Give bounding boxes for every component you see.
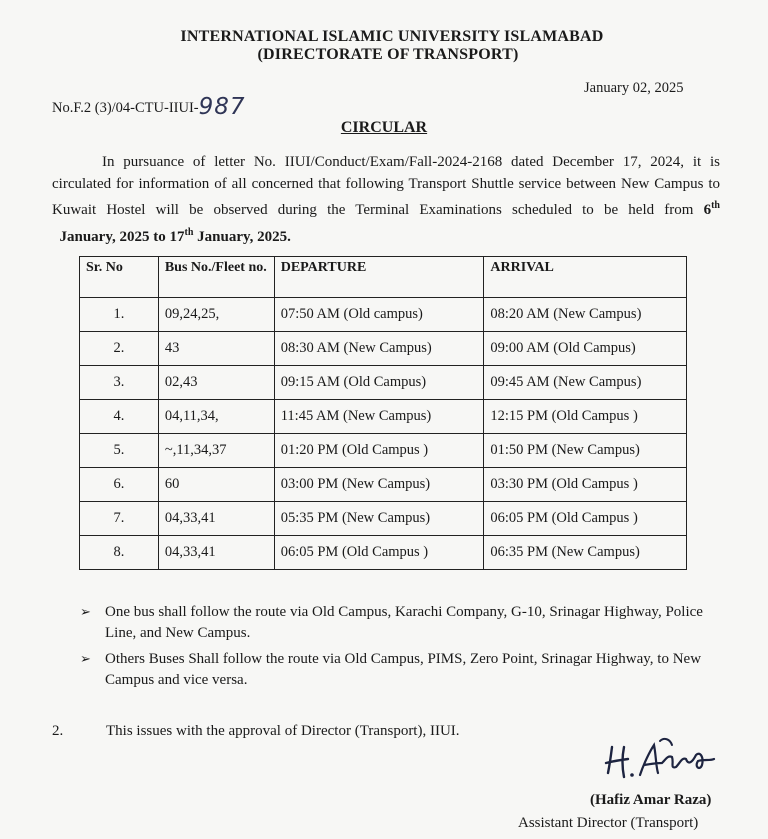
cell-bus-no: 43 bbox=[158, 332, 274, 366]
arrow-bullet-icon: ➢ bbox=[80, 605, 91, 620]
date-range-end: January, 2025. bbox=[193, 228, 291, 245]
signature bbox=[600, 733, 720, 788]
shuttle-schedule-table bbox=[79, 256, 687, 570]
table-body bbox=[80, 298, 687, 570]
header-bus-no: Bus No./Fleet no. bbox=[158, 257, 274, 298]
reference-number bbox=[52, 92, 246, 118]
approval-text: This issues with the approval of Director (Transport), IIUI. bbox=[106, 723, 460, 739]
cell-arrival: 06:35 PM (New Campus) bbox=[484, 536, 687, 570]
table-row bbox=[80, 298, 687, 332]
cell-arrival: 12:15 PM (Old Campus ) bbox=[484, 400, 687, 434]
cell-sr-no: 6. bbox=[80, 468, 159, 502]
cell-arrival: 03:30 PM (Old Campus ) bbox=[484, 468, 687, 502]
table-header-row bbox=[80, 257, 687, 298]
reference-prefix: No.F.2 (3)/04-CTU-IIUI- bbox=[52, 100, 199, 116]
cell-sr-no: 4. bbox=[80, 400, 159, 434]
cell-arrival: 09:45 AM (New Campus) bbox=[484, 366, 687, 400]
cell-departure: 06:05 PM (Old Campus ) bbox=[274, 536, 484, 570]
cell-bus-no: 60 bbox=[158, 468, 274, 502]
cell-bus-no: 02,43 bbox=[158, 366, 274, 400]
cell-departure: 07:50 AM (Old campus) bbox=[274, 298, 484, 332]
approval-point bbox=[52, 723, 460, 740]
cell-departure: 01:20 PM (Old Campus ) bbox=[274, 434, 484, 468]
cell-bus-no: 04,33,41 bbox=[158, 502, 274, 536]
cell-arrival: 09:00 AM (Old Campus) bbox=[484, 332, 687, 366]
cell-sr-no: 7. bbox=[80, 502, 159, 536]
route-text: Others Buses Shall follow the route via Old Campus, PIMS, Zero Point, Srinagar Highway, to New Campus and vice versa. bbox=[105, 651, 702, 688]
circular-title: CIRCULAR bbox=[340, 119, 428, 136]
cell-departure: 08:30 AM (New Campus) bbox=[274, 332, 484, 366]
end-day-suffix: th bbox=[184, 226, 194, 238]
circular-paragraph bbox=[52, 152, 720, 248]
route-item bbox=[80, 649, 710, 691]
cell-departure: 11:45 AM (New Campus) bbox=[274, 400, 484, 434]
route-item bbox=[80, 602, 710, 644]
cell-bus-no: 04,11,34, bbox=[158, 400, 274, 434]
circular-date: January 02, 2025 bbox=[584, 80, 684, 96]
cell-sr-no: 5. bbox=[80, 434, 159, 468]
cell-sr-no: 8. bbox=[80, 536, 159, 570]
cell-bus-no: 09,24,25, bbox=[158, 298, 274, 332]
cell-arrival: 01:50 PM (New Campus) bbox=[484, 434, 687, 468]
start-day-suffix: th bbox=[711, 200, 720, 211]
table-row bbox=[80, 468, 687, 502]
cell-departure: 09:15 AM (Old Campus) bbox=[274, 366, 484, 400]
directorate-heading: (DIRECTORATE OF TRANSPORT) bbox=[257, 46, 519, 63]
cell-sr-no: 2. bbox=[80, 332, 159, 366]
table-row bbox=[80, 332, 687, 366]
signatory-name: (Hafiz Amar Raza) bbox=[590, 792, 712, 808]
cell-sr-no: 3. bbox=[80, 366, 159, 400]
route-text: One bus shall follow the route via Old Campus, Karachi Company, G-10, Srinagar Highway, Police Line, and New Campus. bbox=[105, 604, 703, 641]
cell-arrival: 06:05 PM (Old Campus ) bbox=[484, 502, 687, 536]
cell-bus-no: 04,33,41 bbox=[158, 536, 274, 570]
cell-arrival: 08:20 AM (New Campus) bbox=[484, 298, 687, 332]
handwritten-number: 987 bbox=[198, 94, 246, 120]
route-list bbox=[80, 602, 710, 696]
cell-departure: 03:00 PM (New Campus) bbox=[274, 468, 484, 502]
header-arrival: ARRIVAL bbox=[484, 257, 687, 298]
table-row bbox=[80, 502, 687, 536]
date-range-middle: January, 2025 to 17 bbox=[52, 228, 185, 245]
table-row bbox=[80, 400, 687, 434]
cell-bus-no: ~,11,34,37 bbox=[158, 434, 274, 468]
point-number: 2. bbox=[52, 723, 64, 739]
header-sr-no: Sr. No bbox=[80, 257, 159, 298]
table-row bbox=[80, 366, 687, 400]
signatory-title: Assistant Director (Transport) bbox=[518, 815, 699, 831]
table-row bbox=[80, 434, 687, 468]
cell-sr-no: 1. bbox=[80, 298, 159, 332]
start-day: 6 bbox=[703, 202, 712, 218]
paragraph-text: In pursuance of letter No. IIUI/Conduct/Exam/Fall-2024-2168 dated December 17, 2024, it is circulated for information of all concerned that following Transport Shuttle service between New Campus to Kuwait Hostel will be observed during the Terminal Examinations scheduled to be held from bbox=[52, 154, 720, 218]
arrow-bullet-icon: ➢ bbox=[80, 652, 91, 667]
university-heading: INTERNATIONAL ISLAMIC UNIVERSITY ISLAMABAD bbox=[180, 28, 604, 45]
header-departure: DEPARTURE bbox=[274, 257, 484, 298]
table-row bbox=[80, 536, 687, 570]
cell-departure: 05:35 PM (New Campus) bbox=[274, 502, 484, 536]
